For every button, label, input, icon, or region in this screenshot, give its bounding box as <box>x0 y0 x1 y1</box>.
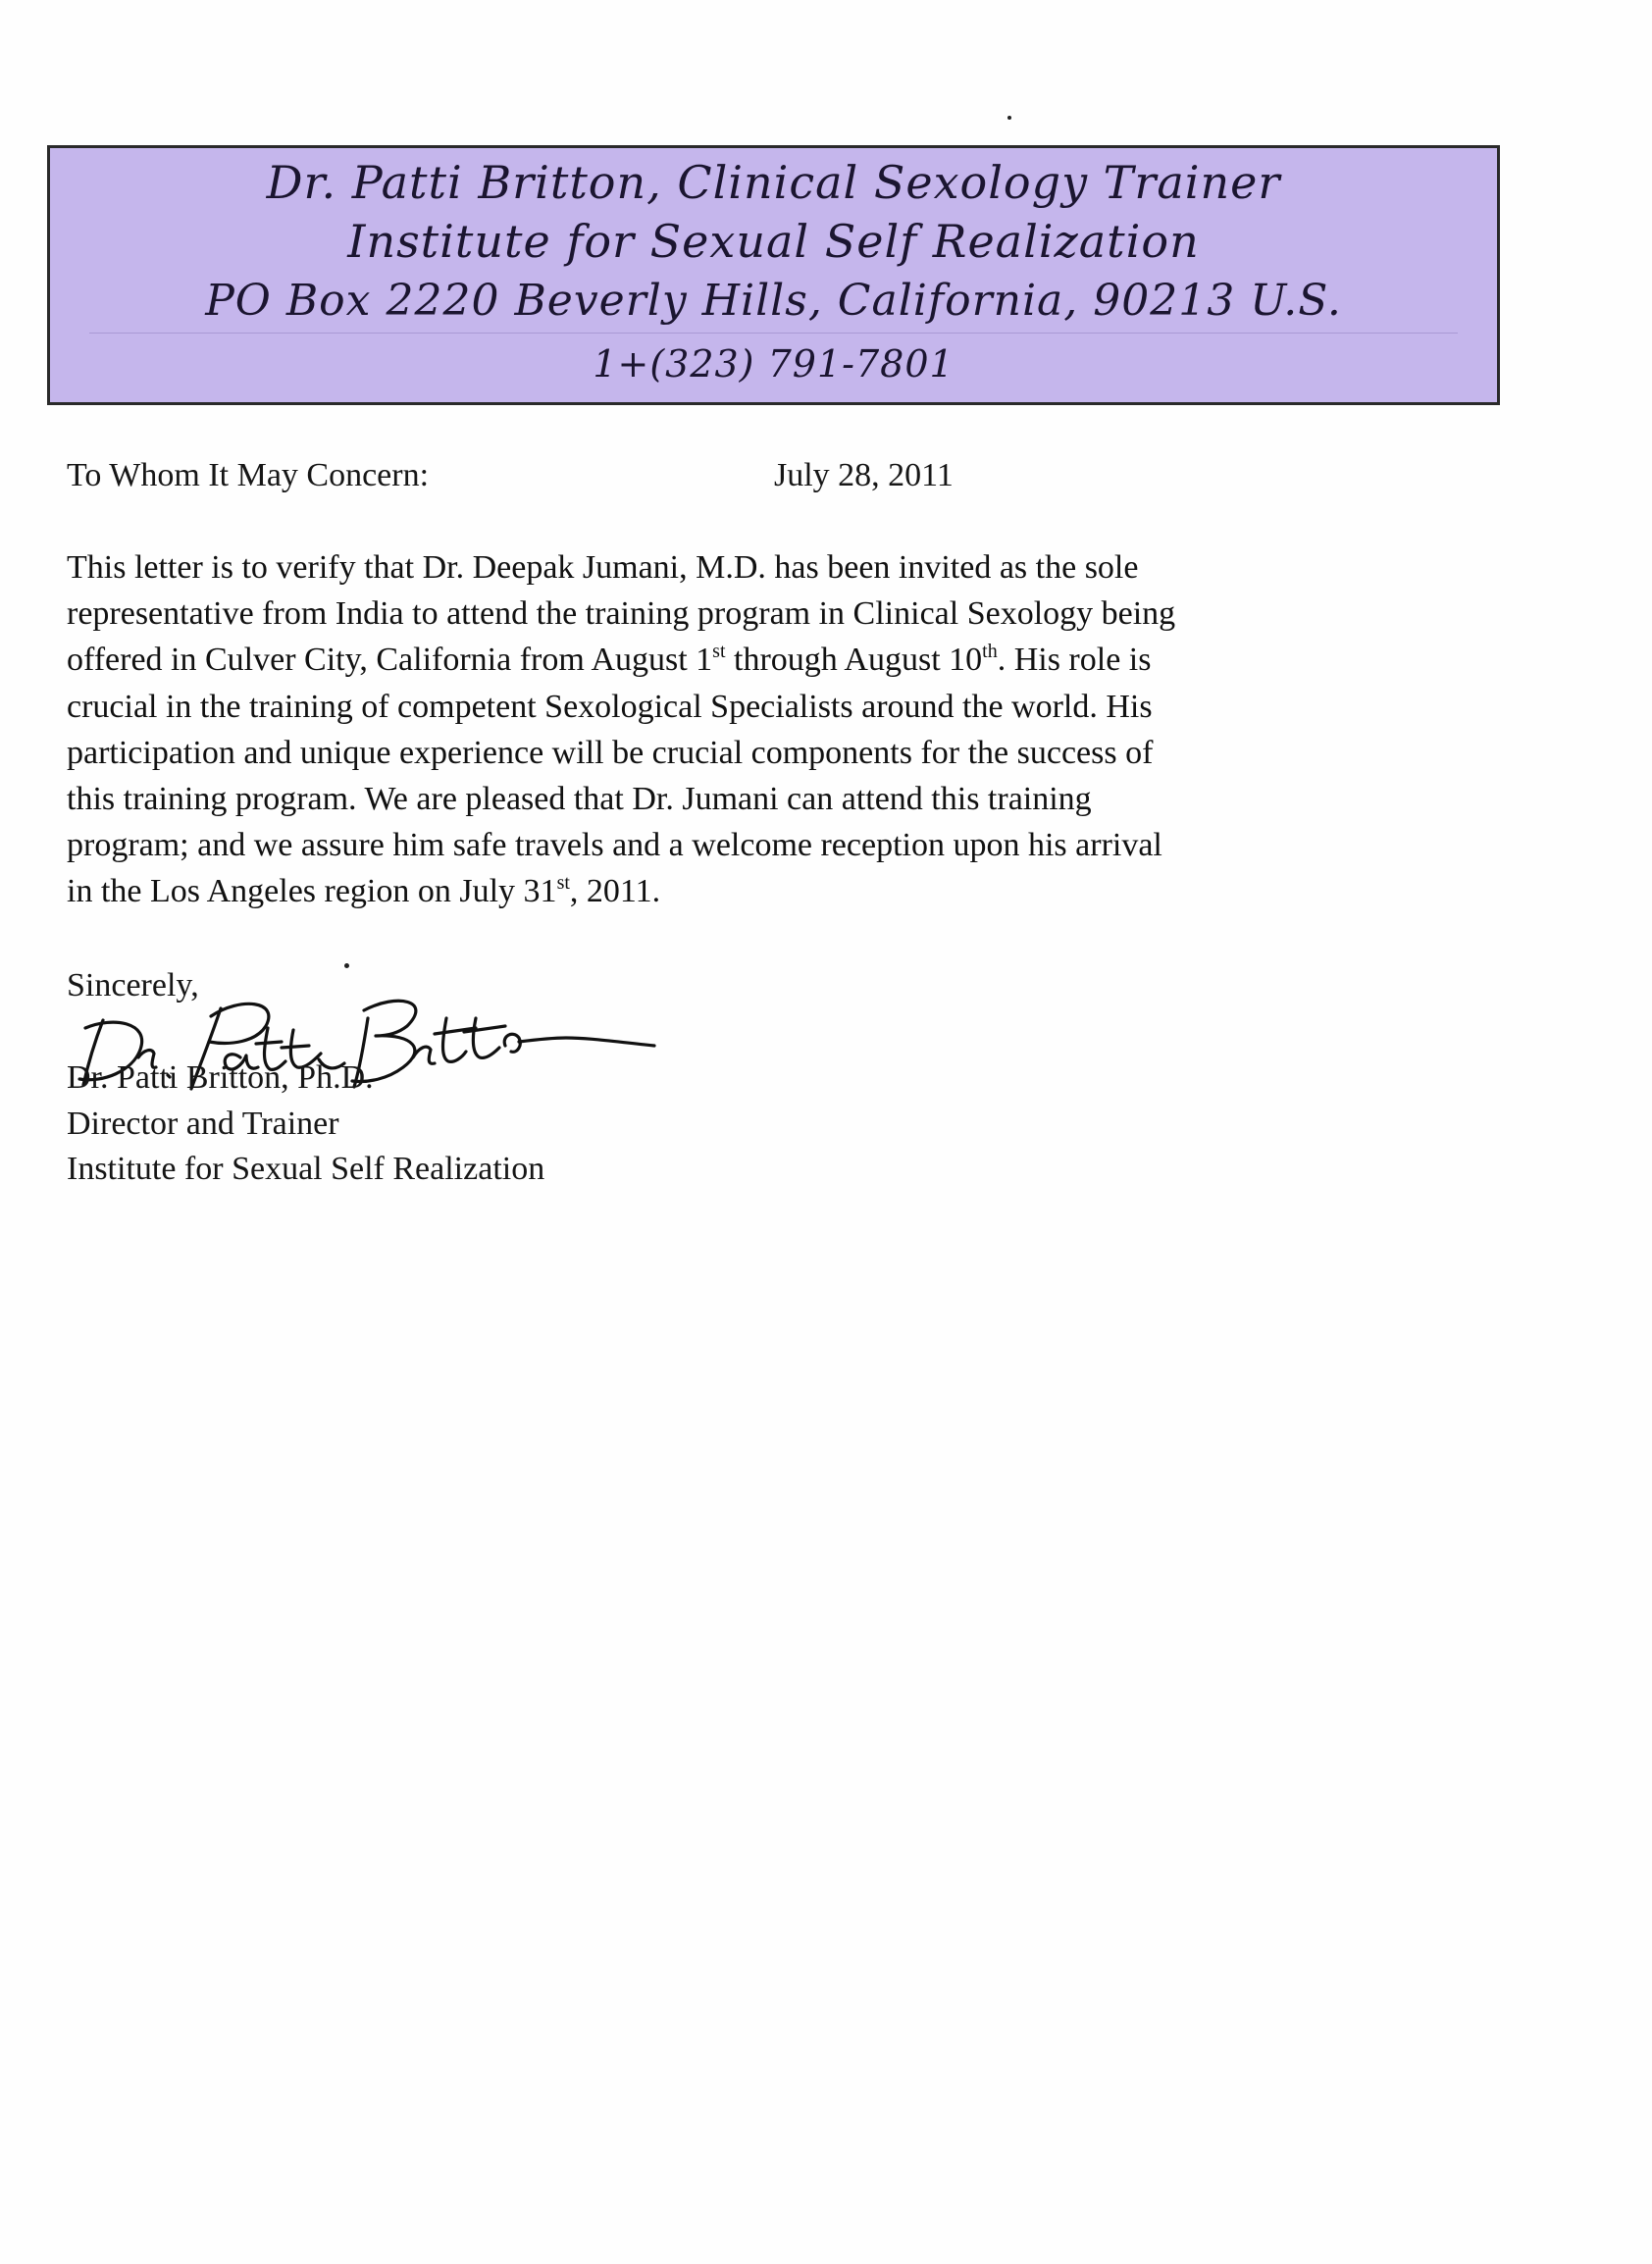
letterhead-phone: 1+(323) 791-7801 <box>593 342 955 386</box>
letterhead-institute: Institute for Sexual Self Realization <box>347 215 1200 268</box>
signatory-title: Director and Trainer <box>67 1106 339 1142</box>
body-text: participation and unique experience will be crucial components for the success of <box>67 734 1154 771</box>
signatory-organization: Institute for Sexual Self Realization <box>67 1151 545 1187</box>
letter-date: July 28, 2011 <box>774 457 954 493</box>
scan-speck <box>1007 116 1011 120</box>
body-line <box>67 544 1479 591</box>
body-line <box>67 591 1479 637</box>
letterhead-name-title: Dr. Patti Britton, Clinical Sexology Trainer <box>266 156 1281 209</box>
signatory-name: Dr. Patti Britton, Ph.D. <box>67 1059 374 1096</box>
body-text: This letter is to verify that Dr. Deepak Jumani, M.D. has been invited as the sole <box>67 549 1139 586</box>
body-text: program; and we assure him safe travels and a welcome reception upon his arrival <box>67 827 1162 864</box>
body-text: in the Los Angeles region on July 31 <box>67 873 557 910</box>
salutation: To Whom It May Concern: <box>67 457 430 493</box>
ordinal-suffix: th <box>982 641 998 663</box>
letterhead-rule <box>89 333 1458 334</box>
body-text: offered in Culver City, California from August 1 <box>67 642 713 679</box>
body-text: . His role is <box>997 642 1152 679</box>
letterhead-address: PO Box 2220 Beverly Hills, California, 90213 U.S. <box>205 276 1342 326</box>
ordinal-suffix: st <box>712 641 726 663</box>
body-line <box>67 637 1479 683</box>
closing: Sincerely, <box>67 967 199 1003</box>
body-text: through August 10 <box>725 642 983 679</box>
body-text: this training program. We are pleased that Dr. Jumani can attend this training <box>67 781 1092 818</box>
body-line <box>67 822 1479 868</box>
ordinal-suffix: st <box>556 872 570 895</box>
body-line <box>67 684 1479 730</box>
body-text: representative from India to attend the training program in Clinical Sexology being <box>67 595 1176 633</box>
letterhead <box>47 145 1500 405</box>
letter-body <box>67 544 1479 915</box>
body-text: crucial in the training of competent Sexological Specialists around the world. His <box>67 688 1153 725</box>
body-line <box>67 776 1479 822</box>
body-line <box>67 730 1479 776</box>
scan-speck <box>344 963 349 968</box>
body-line <box>67 868 1479 914</box>
body-text: , 2011. <box>569 873 661 910</box>
